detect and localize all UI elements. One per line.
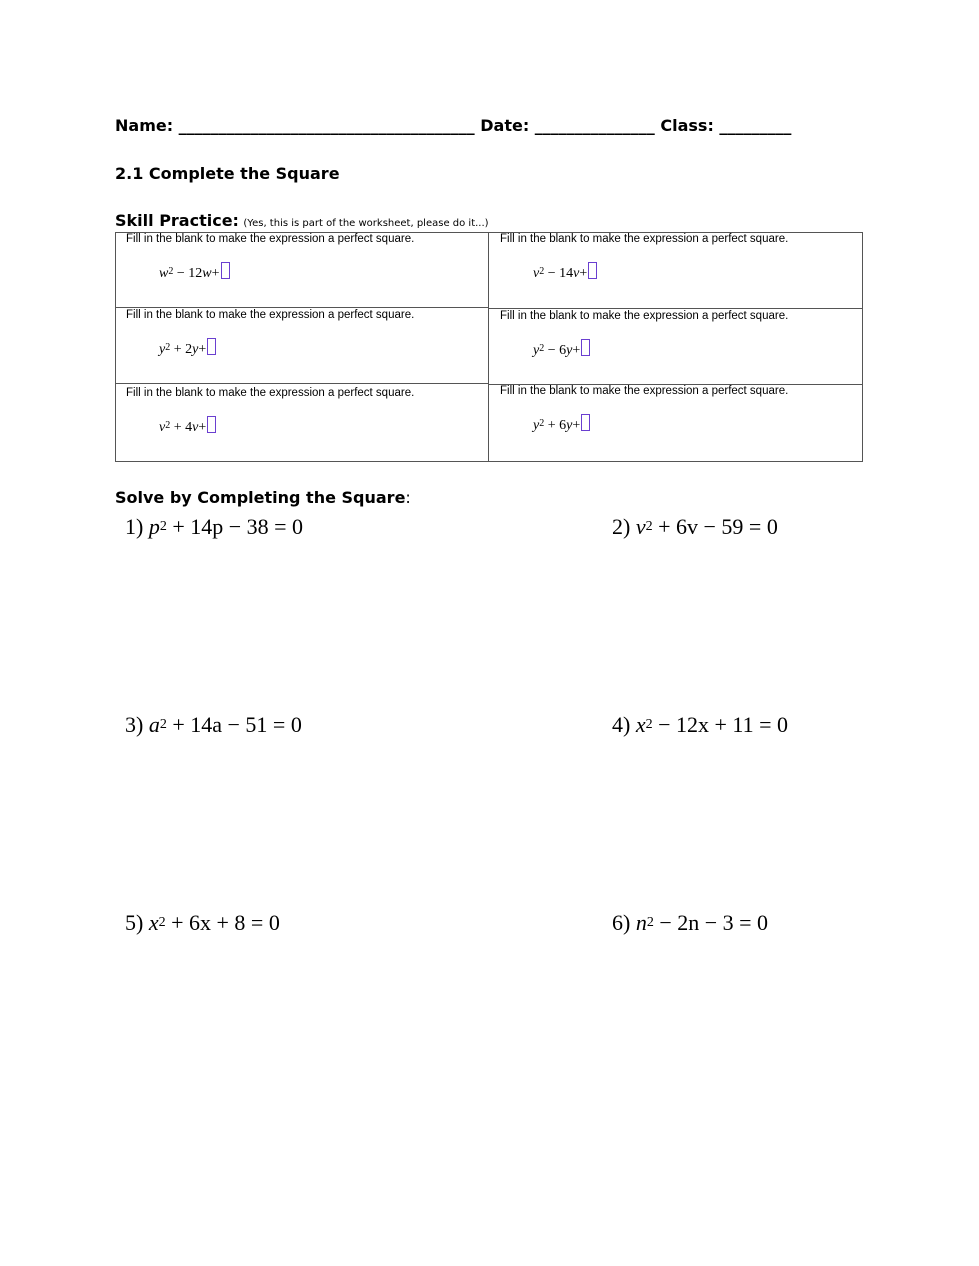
skill-practice-label: Skill Practice: xyxy=(115,211,239,230)
practice-cell-2 xyxy=(490,232,860,308)
answer-blank[interactable] xyxy=(581,414,590,431)
practice-instruction: Fill in the blank to make the expression a perfect square. xyxy=(500,385,789,397)
grid-divider-vertical xyxy=(488,232,489,462)
practice-instruction: Fill in the blank to make the expression a perfect square. xyxy=(500,233,789,245)
problem-6: 6) $n^2 - 2n - 3 = 0$ xyxy=(612,910,769,935)
practice-expression: $v^2 - 14v+$ xyxy=(533,262,597,282)
answer-blank[interactable] xyxy=(581,339,590,356)
practice-expression: $y^2 - 6y+$ xyxy=(533,339,590,359)
practice-instruction: Fill in the blank to make the expression a perfect square. xyxy=(126,233,415,245)
answer-blank[interactable] xyxy=(588,262,597,279)
answer-blank[interactable] xyxy=(207,338,216,355)
solve-heading: Solve by Completing the Square: xyxy=(115,488,411,507)
section-title: 2.1 Complete the Square xyxy=(115,164,340,183)
practice-expression: $w^2 - 12w+$ xyxy=(159,262,230,282)
practice-expression: $y^2 + 6y+$ xyxy=(533,414,590,434)
practice-cell-1 xyxy=(116,232,486,308)
name-date-class-line: Name: _____________________________________ Date: _______________ Class: _________ xyxy=(115,116,792,135)
practice-cell-5 xyxy=(116,386,486,462)
answer-blank[interactable] xyxy=(221,262,230,279)
answer-blank[interactable] xyxy=(207,416,216,433)
practice-cell-3 xyxy=(116,308,486,384)
problem-5: 5) $x^2 + 6x + 8 = 0$ xyxy=(125,910,280,935)
practice-expression: $v^2 + 4v+$ xyxy=(159,416,216,436)
problem-4: 4) $x^2 - 12x + 11 = 0$ xyxy=(612,712,788,737)
problem-3: 3) $a^2 + 14a - 51 = 0$ xyxy=(125,712,302,737)
practice-instruction: Fill in the blank to make the expression a perfect square. xyxy=(500,310,789,322)
problem-2: 2) $v^2 + 6v - 59 = 0$ xyxy=(612,514,778,539)
practice-cell-6 xyxy=(490,384,860,460)
skill-practice-heading xyxy=(115,211,489,231)
practice-instruction: Fill in the blank to make the expression a perfect square. xyxy=(126,309,415,321)
skill-practice-note: (Yes, this is part of the worksheet, please do it...) xyxy=(243,218,489,229)
practice-expression: $y^2 + 2y+$ xyxy=(159,338,216,358)
practice-instruction: Fill in the blank to make the expression a perfect square. xyxy=(126,387,415,399)
practice-cell-4 xyxy=(490,309,860,385)
problem-1: 1) $p^2 + 14p - 38 = 0$ xyxy=(125,514,304,539)
